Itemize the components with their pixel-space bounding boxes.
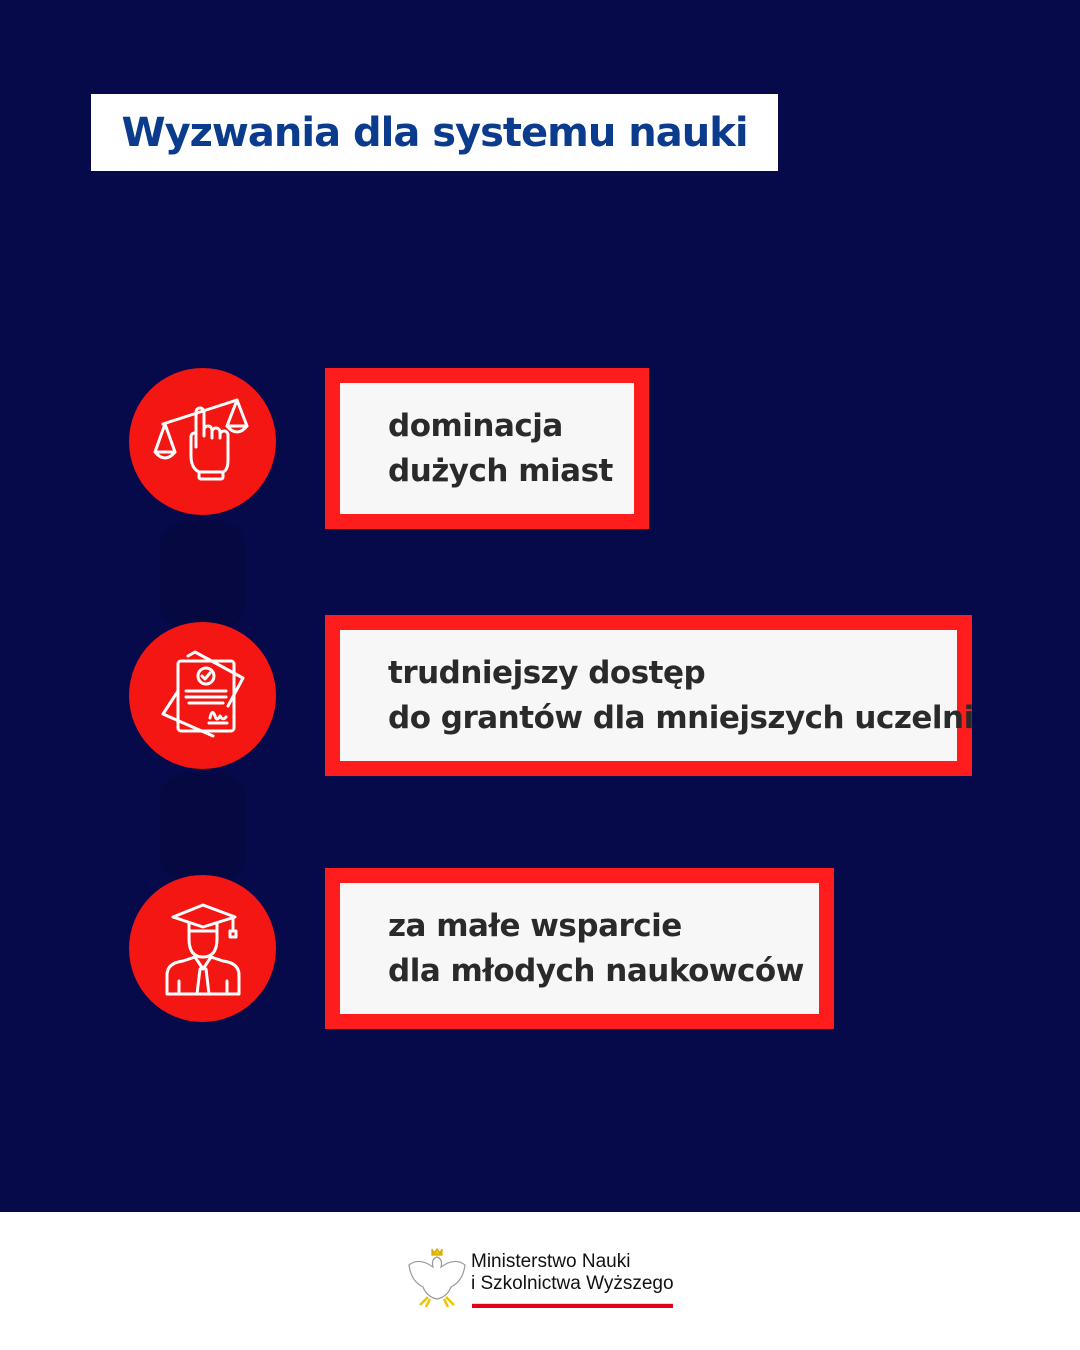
challenge-text: dużych miast [388, 452, 613, 489]
challenge-text: dominacja [388, 407, 563, 444]
eagle-emblem-icon [406, 1245, 468, 1309]
challenge-card [325, 368, 649, 529]
challenge-text: za małe wsparcie [388, 907, 682, 944]
page-title: Wyzwania dla systemu nauki [121, 109, 748, 156]
graduate-icon [129, 875, 276, 1022]
connector [160, 520, 245, 630]
challenge-text: dla młodych naukowców [388, 952, 804, 989]
ministry-name-line: Ministerstwo Nauki [471, 1251, 631, 1272]
scales-hand-icon [129, 368, 276, 515]
document-approved-icon [129, 622, 276, 769]
challenge-card [325, 868, 834, 1029]
challenge-card [325, 615, 972, 776]
ministry-name-line: i Szkolnictwa Wyższego [471, 1273, 674, 1294]
ministry-name [471, 1251, 674, 1295]
flag-underline [472, 1303, 673, 1308]
challenge-text: trudniejszy dostęp [388, 654, 706, 691]
connector [160, 773, 245, 883]
page-title-banner [91, 94, 778, 171]
challenge-text: do grantów dla mniejszych uczelni [388, 699, 974, 736]
